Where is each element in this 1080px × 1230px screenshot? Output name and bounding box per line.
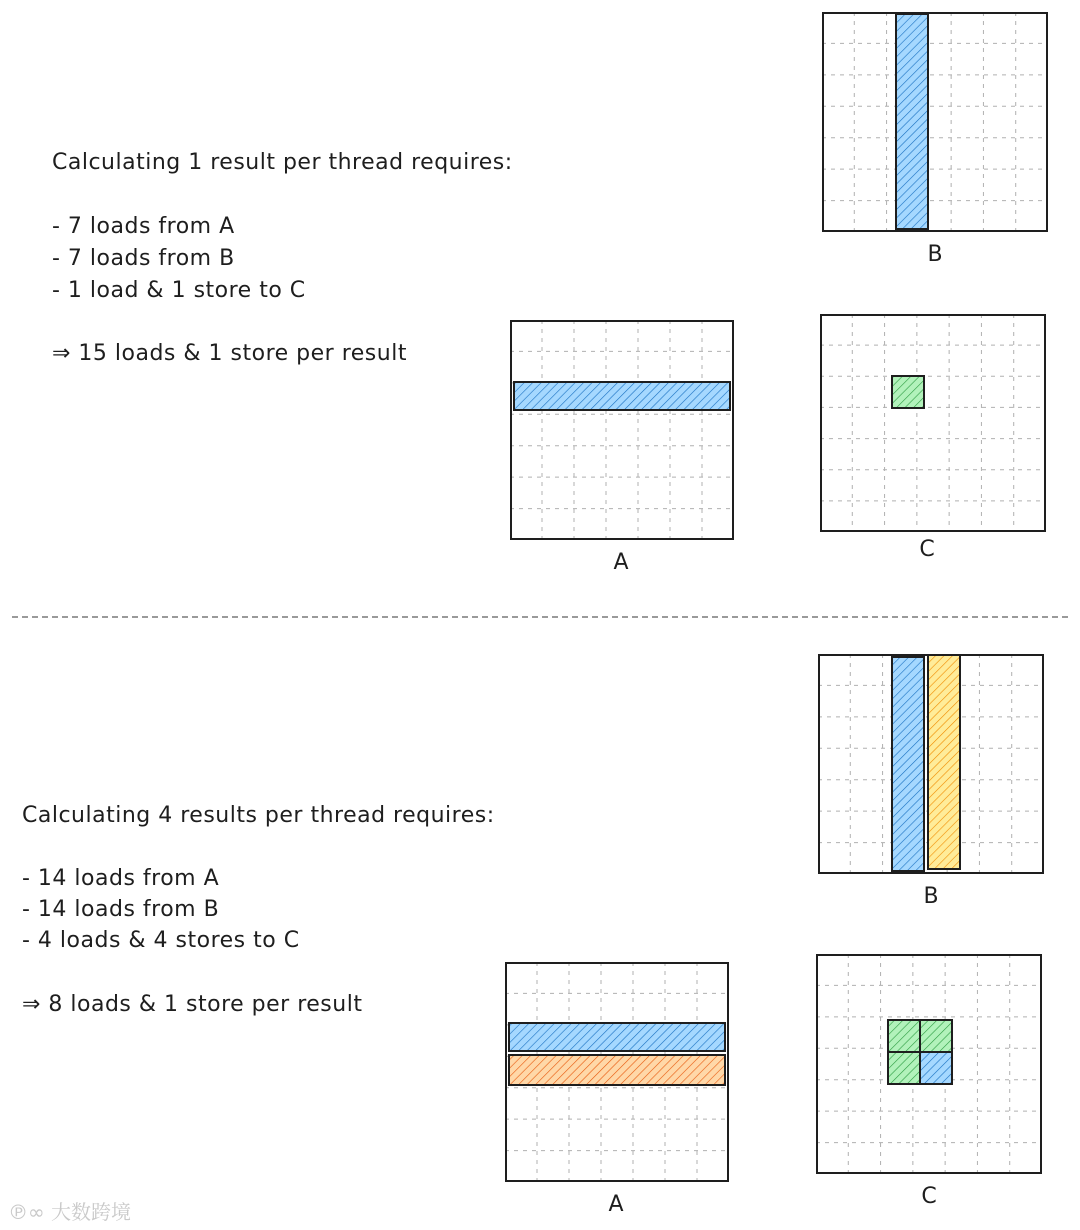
top-matrix-c bbox=[820, 314, 1046, 532]
b-column-highlight-blue bbox=[892, 657, 924, 871]
section-divider bbox=[12, 616, 1068, 618]
bottom-matrix-b bbox=[818, 654, 1044, 874]
c-cell-blue-4 bbox=[920, 1052, 952, 1084]
grid-lines bbox=[820, 314, 1046, 532]
c-cell-highlight bbox=[892, 376, 924, 408]
watermark-text: 大数跨境 bbox=[51, 1200, 132, 1224]
c-cell-green-3 bbox=[888, 1052, 920, 1084]
watermark-icon: ℗∞ bbox=[8, 1200, 52, 1224]
a-row-highlight-orange bbox=[509, 1055, 725, 1085]
top-bullet-1: - 7 loads from A bbox=[52, 214, 235, 239]
bottom-bullet-1: - 14 loads from A bbox=[22, 866, 220, 891]
a-row-highlight bbox=[514, 382, 730, 410]
matrix-border bbox=[511, 321, 733, 539]
top-label-b: B bbox=[927, 242, 943, 267]
watermark-logo bbox=[8, 1196, 131, 1225]
top-heading: Calculating 1 result per thread requires: bbox=[52, 150, 513, 175]
bottom-bullet-2: - 14 loads from B bbox=[22, 897, 220, 922]
top-bullet-3: - 1 load & 1 store to C bbox=[52, 278, 306, 303]
top-label-a: A bbox=[613, 550, 629, 575]
grid-lines bbox=[822, 12, 1048, 232]
bottom-label-b: B bbox=[923, 884, 939, 909]
top-label-c: C bbox=[919, 537, 935, 562]
top-matrix-a bbox=[510, 320, 734, 540]
bottom-label-a: A bbox=[608, 1192, 624, 1217]
top-summary: ⇒ 15 loads & 1 store per result bbox=[52, 341, 407, 366]
c-cell-green-2 bbox=[920, 1020, 952, 1052]
c-cell-green-1 bbox=[888, 1020, 920, 1052]
b-column-highlight-yellow bbox=[928, 655, 960, 869]
bottom-label-c: C bbox=[921, 1184, 937, 1209]
bottom-matrix-a bbox=[505, 962, 729, 1182]
a-row-highlight-blue bbox=[509, 1023, 725, 1051]
top-matrix-b bbox=[822, 12, 1048, 232]
bottom-summary: ⇒ 8 loads & 1 store per result bbox=[22, 992, 363, 1017]
b-column-highlight bbox=[896, 14, 928, 229]
bottom-bullet-3: - 4 loads & 4 stores to C bbox=[22, 928, 300, 953]
top-bullet-2: - 7 loads from B bbox=[52, 246, 235, 271]
matrix-border bbox=[821, 315, 1045, 531]
matrix-border bbox=[823, 13, 1047, 231]
bottom-matrix-c bbox=[816, 954, 1042, 1174]
bottom-heading: Calculating 4 results per thread requires: bbox=[22, 803, 495, 828]
grid-lines bbox=[510, 320, 734, 540]
